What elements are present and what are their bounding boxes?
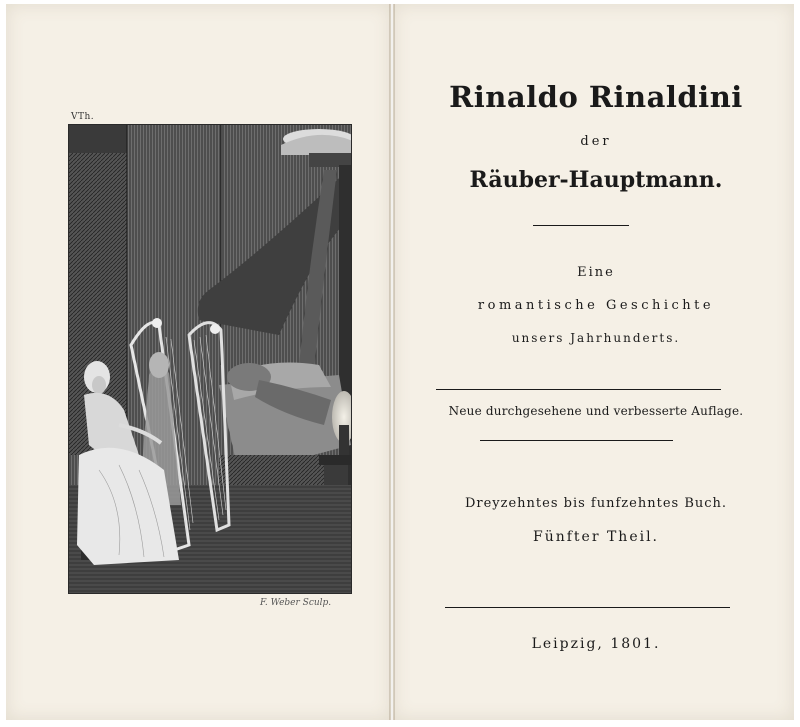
part-line: Fünfter Theil.: [532, 529, 660, 545]
engraver-credit: F. Weber Sculp.: [260, 598, 332, 608]
book-subtitle: Räuber-Hauptmann.: [469, 167, 723, 193]
book-title: Rinaldo Rinaldini: [449, 80, 743, 114]
title-der: der: [580, 134, 612, 149]
edition-note: Neue durchgesehene und verbesserte Auflage.: [448, 404, 744, 418]
divider-rule: [445, 607, 730, 608]
divider-rule: [436, 389, 721, 390]
genre-line-unsers: unsers Jahrhunderts.: [511, 331, 681, 345]
ornament-rule: [533, 225, 629, 226]
books-line: Dreyzehntes bis funfzehntes Buch.: [464, 496, 728, 511]
imprint: Leipzig, 1801.: [531, 636, 661, 652]
divider-rule: [480, 440, 673, 441]
book-gutter: [389, 4, 395, 720]
plate-label: VTh.: [71, 112, 95, 122]
frontispiece-engraving: [68, 124, 352, 594]
genre-line-eine: Eine: [577, 265, 615, 280]
genre-line-romantische: romantische Geschichte: [477, 298, 715, 313]
